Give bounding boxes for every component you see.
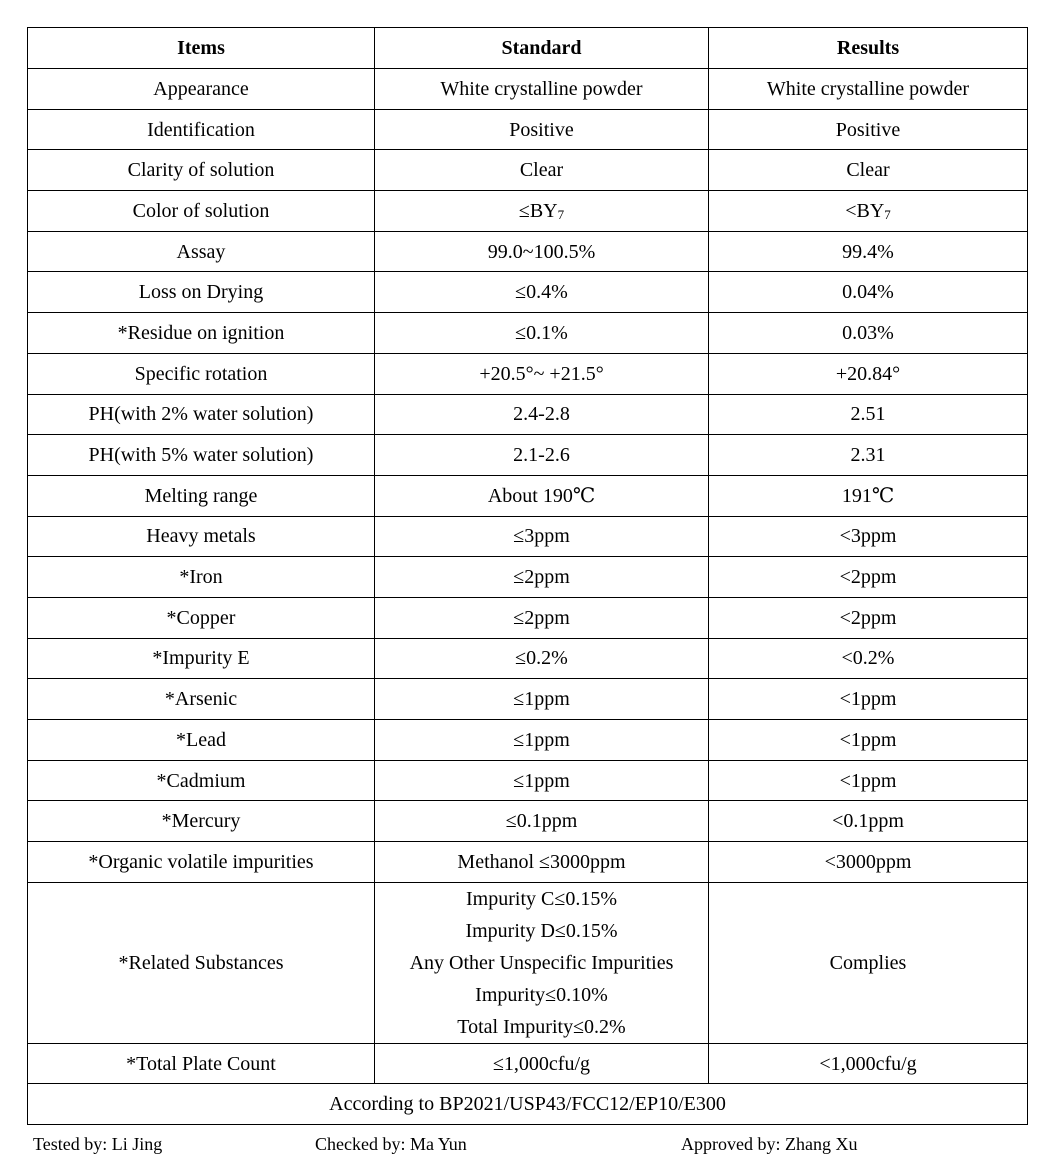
row-standard — [375, 882, 709, 1043]
row-item: Appearance — [28, 69, 375, 110]
row-result: <2ppm — [709, 597, 1028, 638]
row-standard: ≤2ppm — [375, 597, 709, 638]
row-result: Clear — [709, 150, 1028, 191]
row-item: Specific rotation — [28, 353, 375, 394]
row-item: Melting range — [28, 475, 375, 516]
table-row — [28, 313, 1028, 354]
row-item: *Impurity E — [28, 638, 375, 679]
row-item: *Cadmium — [28, 760, 375, 801]
row-standard: ≤1ppm — [375, 760, 709, 801]
row-item: Heavy metals — [28, 516, 375, 557]
row-result: White crystalline powder — [709, 69, 1028, 110]
row-item: *Iron — [28, 557, 375, 598]
row-item: PH(with 5% water solution) — [28, 435, 375, 476]
checked-by: Checked by: Ma Yun — [315, 1134, 467, 1154]
row-result: <1ppm — [709, 760, 1028, 801]
row-result: <1ppm — [709, 720, 1028, 761]
header-standard: Standard — [375, 28, 709, 69]
row-standard: ≤3ppm — [375, 516, 709, 557]
row-item: *Residue on ignition — [28, 313, 375, 354]
row-standard: ≤1ppm — [375, 720, 709, 761]
row-item: *Total Plate Count — [28, 1043, 375, 1084]
row-item: *Lead — [28, 720, 375, 761]
standard-line: Impurity C≤0.15% — [466, 887, 617, 910]
row-result: 0.04% — [709, 272, 1028, 313]
row-item: Assay — [28, 231, 375, 272]
row-standard: 2.4-2.8 — [375, 394, 709, 435]
row-result: <0.2% — [709, 638, 1028, 679]
row-result: <1ppm — [709, 679, 1028, 720]
table-row — [28, 435, 1028, 476]
row-standard: ≤0.1% — [375, 313, 709, 354]
row-item: Loss on Drying — [28, 272, 375, 313]
table-row — [28, 191, 1028, 232]
table-row — [28, 69, 1028, 110]
approved-by: Approved by: Zhang Xu — [681, 1134, 858, 1154]
row-result: 2.51 — [709, 394, 1028, 435]
row-result-subscript: 7 — [884, 206, 891, 222]
row-result: 2.31 — [709, 435, 1028, 476]
row-item: Identification — [28, 109, 375, 150]
table-row — [28, 720, 1028, 761]
table-row — [28, 516, 1028, 557]
row-standard: ≤0.2% — [375, 638, 709, 679]
table-row — [28, 394, 1028, 435]
row-result — [709, 191, 1028, 232]
table-row — [28, 597, 1028, 638]
row-result: <2ppm — [709, 557, 1028, 598]
row-standard — [375, 191, 709, 232]
row-standard: ≤0.4% — [375, 272, 709, 313]
row-standard: 2.1-2.6 — [375, 435, 709, 476]
row-item: *Mercury — [28, 801, 375, 842]
row-result: <3000ppm — [709, 842, 1028, 883]
row-item: PH(with 2% water solution) — [28, 394, 375, 435]
table-row — [28, 353, 1028, 394]
row-standard: +20.5°~ +21.5° — [375, 353, 709, 394]
header-items: Items — [28, 28, 375, 69]
table-row — [28, 272, 1028, 313]
row-result: <3ppm — [709, 516, 1028, 557]
row-standard: Clear — [375, 150, 709, 191]
row-standard: About 190℃ — [375, 475, 709, 516]
table-row — [28, 638, 1028, 679]
row-standard-text: ≤BY — [518, 199, 558, 222]
row-standard: Methanol ≤3000ppm — [375, 842, 709, 883]
table-row — [28, 109, 1028, 150]
row-result-text: <BY — [845, 199, 885, 222]
row-item: *Organic volatile impurities — [28, 842, 375, 883]
table-row — [28, 760, 1028, 801]
table-row-according-to — [28, 1084, 1028, 1125]
header-row — [28, 28, 1028, 69]
row-standard-subscript: 7 — [557, 206, 565, 222]
row-result: Complies — [709, 882, 1028, 1043]
row-item: *Related Substances — [28, 882, 375, 1043]
coa-table — [27, 27, 1028, 1125]
table-row — [28, 557, 1028, 598]
row-standard: ≤0.1ppm — [375, 801, 709, 842]
standard-line: Total Impurity≤0.2% — [457, 1015, 626, 1038]
row-result: 99.4% — [709, 231, 1028, 272]
row-standard: White crystalline powder — [375, 69, 709, 110]
table-row — [28, 475, 1028, 516]
row-standard: ≤1,000cfu/g — [375, 1043, 709, 1084]
row-item: *Copper — [28, 597, 375, 638]
standard-line: Impurity D≤0.15% — [465, 919, 618, 942]
row-result: <0.1ppm — [709, 801, 1028, 842]
row-standard: Positive — [375, 109, 709, 150]
standard-line: Impurity≤0.10% — [475, 983, 608, 1006]
row-standard: ≤2ppm — [375, 557, 709, 598]
according-to-note: According to BP2021/USP43/FCC12/EP10/E300 — [28, 1084, 1028, 1125]
table-row — [28, 679, 1028, 720]
table-row-related-substances — [28, 882, 1028, 1043]
row-item: Clarity of solution — [28, 150, 375, 191]
row-result: Positive — [709, 109, 1028, 150]
row-standard: 99.0~100.5% — [375, 231, 709, 272]
table-row — [28, 801, 1028, 842]
row-item: Color of solution — [28, 191, 375, 232]
header-results: Results — [709, 28, 1028, 69]
table-row — [28, 842, 1028, 883]
row-result: +20.84° — [709, 353, 1028, 394]
table-row-plate-count — [28, 1043, 1028, 1084]
row-result: <1,000cfu/g — [709, 1043, 1028, 1084]
table-row — [28, 231, 1028, 272]
tested-by: Tested by: Li Jing — [33, 1134, 163, 1154]
row-standard: ≤1ppm — [375, 679, 709, 720]
table-row — [28, 150, 1028, 191]
row-result: 191℃ — [709, 475, 1028, 516]
row-item: *Arsenic — [28, 679, 375, 720]
row-result: 0.03% — [709, 313, 1028, 354]
standard-line: Any Other Unspecific Impurities — [409, 951, 674, 974]
